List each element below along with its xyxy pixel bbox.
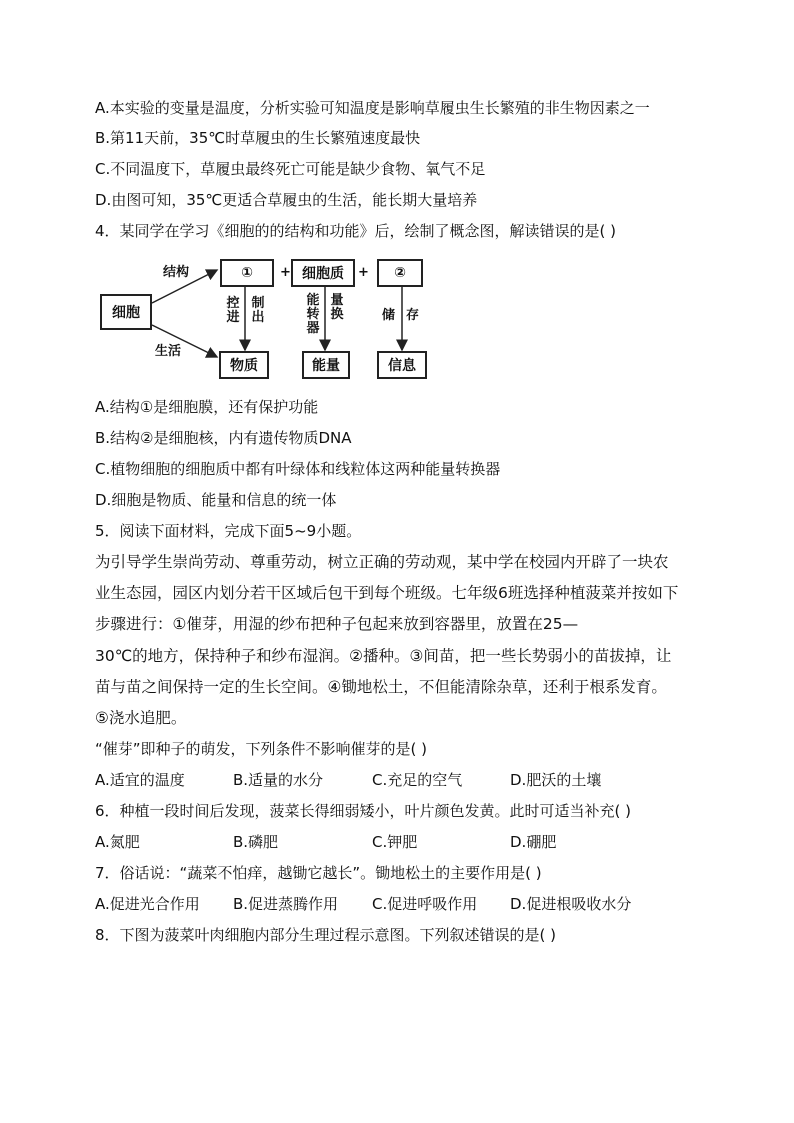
q4-option-c: C.植物细胞的细胞质中都有叶绿体和线粒体这两种能量转换器 [95, 460, 501, 478]
q3-option-b: B.第11天前，35℃时草履虫的生长繁殖速度最快 [95, 129, 421, 147]
q5-passage-line-5: 苗与苗之间保持一定的生长空间。④锄地松土，不但能清除杂草，还利于根系发育。 [95, 678, 667, 696]
q4-option-b: B.结构②是细胞核，内有遗传物质DNA [95, 429, 352, 447]
structure-2-box: ② [377, 259, 423, 287]
q5-passage-line-6: ⑤浇水追肥。 [95, 709, 187, 727]
energy-box: 能量 [302, 351, 350, 379]
q3-option-a: A.本实验的变量是温度，分析实验可知温度是影响草履虫生长繁殖的非生物因素之一 [95, 99, 650, 117]
q4-option-a: A.结构①是细胞膜，还有保护功能 [95, 398, 319, 416]
q6-option-a: A.氮肥 [95, 833, 140, 851]
cytoplasm-box: 细胞质 [291, 259, 355, 287]
q5-passage-line-4: 30℃的地方，保持种子和纱布湿润。②播种。③间苗，把一些长势弱小的苗拔掉，让 [95, 647, 672, 665]
control-out-label: 制 出 [251, 296, 265, 325]
q5-sub-question: “催芽”即种子的萌发，下列条件不影响催芽的是( ) [95, 740, 428, 758]
matter-box: 物质 [219, 351, 269, 379]
q6-stem: 6．种植一段时间后发现，菠菜长得细弱矮小，叶片颜色发黄。此时可适当补充( ) [95, 802, 632, 820]
store-label-1: 储 [382, 308, 396, 323]
q6-option-c: C.钾肥 [372, 833, 418, 851]
q5-stem: 5．阅读下面材料，完成下面5~9小题。 [95, 522, 362, 540]
life-label: 生活 [155, 344, 182, 359]
q5-passage-line-3: 步骤进行：①催芽，用湿的纱布把种子包起来放到容器里，放置在25— [95, 615, 579, 633]
store-label-2: 存 [406, 308, 420, 323]
q6-option-d: D.硼肥 [510, 833, 557, 851]
q7-option-b: B.促进蒸腾作用 [233, 895, 339, 913]
q4-option-d: D.细胞是物质、能量和信息的统一体 [95, 491, 337, 509]
q3-option-d: D.由图可知，35℃更适合草履虫的生活，能长期大量培养 [95, 191, 478, 209]
q5-option-b: B.适量的水分 [233, 771, 324, 789]
info-box: 信息 [377, 351, 427, 379]
q5-option-c: C.充足的空气 [372, 771, 463, 789]
energy-exchange-label: 量 换 [330, 293, 344, 322]
q5-passage-line-2: 业生态园，园区内划分若干区域后包干到每个班级。七年级6班选择种植菠菜并按如下 [95, 584, 679, 602]
q7-stem: 7．俗话说：“蔬菜不怕痒，越锄它越长”。锄地松土的主要作用是( ) [95, 864, 542, 882]
q8-stem: 8．下图为菠菜叶肉细胞内部分生理过程示意图。下列叙述错误的是( ) [95, 926, 557, 944]
q7-option-c: C.促进呼吸作用 [372, 895, 478, 913]
control-in-label: 控 进 [226, 296, 240, 325]
q3-option-c: C.不同温度下，草履虫最终死亡可能是缺少食物、氧气不足 [95, 160, 486, 178]
diagram-arrows [0, 0, 794, 400]
structure-label: 结构 [163, 265, 190, 280]
q7-option-d: D.促进根吸收水分 [510, 895, 632, 913]
q6-option-b: B.磷肥 [233, 833, 279, 851]
q5-option-a: A.适宜的温度 [95, 771, 185, 789]
plus-sign-2: + [358, 265, 369, 280]
q5-option-d: D.肥沃的土壤 [510, 771, 602, 789]
cell-box: 细胞 [100, 294, 152, 330]
q7-option-a: A.促进光合作用 [95, 895, 200, 913]
energy-converter-label: 能 转 器 [306, 293, 320, 336]
plus-sign-1: + [280, 265, 291, 280]
q5-passage-line-1: 为引导学生崇尚劳动、尊重劳动，树立正确的劳动观，某中学在校园内开辟了一块农 [95, 553, 669, 571]
structure-1-box: ① [220, 259, 274, 287]
q4-stem: 4．某同学在学习《细胞的的结构和功能》后，绘制了概念图，解读错误的是( ) [95, 222, 617, 240]
